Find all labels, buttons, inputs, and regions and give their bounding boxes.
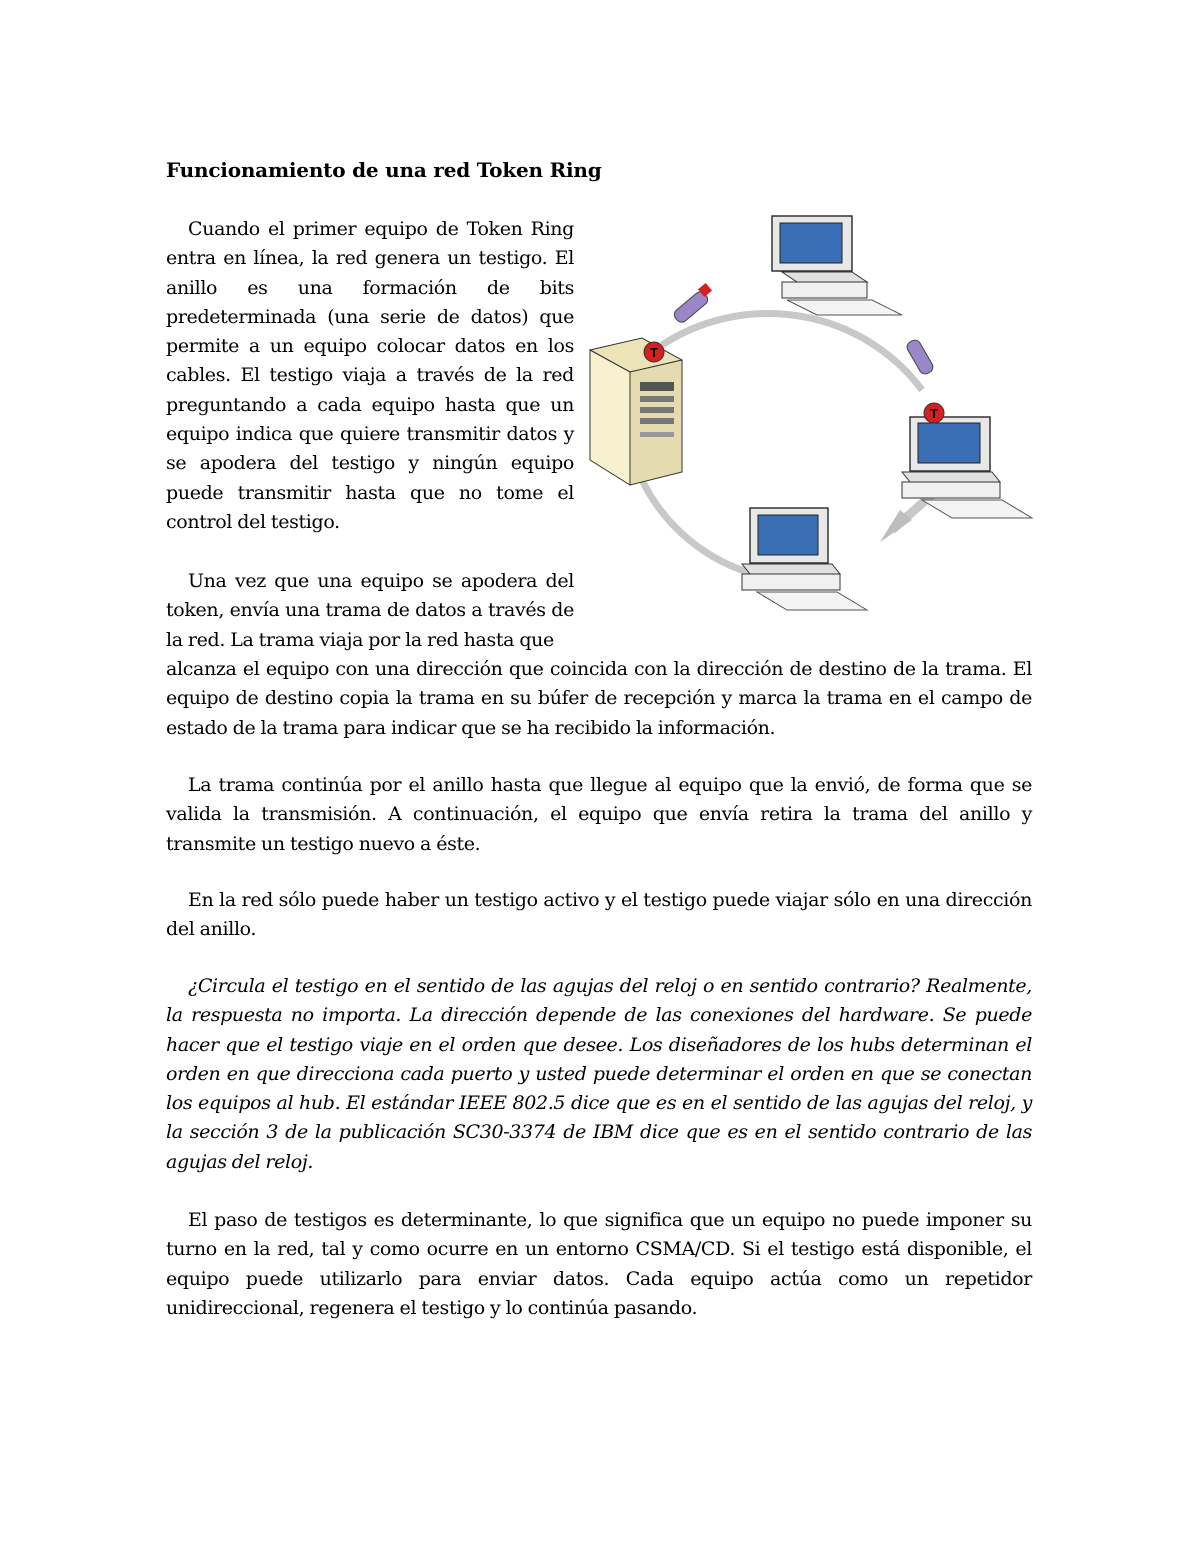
paragraph-deterministic: El paso de testigos es determinante, lo que significa que un equipo no puede imponer su turno en la red, tal y como ocurre en un entorno CSMA/CD. Si el testigo está disponible, el equipo puede utilizarlo para enviar datos. Cada equipo actúa como un repetidor unidireccional, regenera el testigo y lo continúa pasando. xyxy=(166,1209,1032,1319)
ring-cable xyxy=(662,313,922,390)
token-label: T xyxy=(650,345,658,360)
computer-workstation-icon xyxy=(742,508,867,610)
computer-workstation-icon xyxy=(772,216,902,315)
token-label: T xyxy=(930,406,938,421)
paragraph-frame-sending-start: Una vez que una equipo se apodera del token, envía una trama de datos a través de la red. La trama viaja por la red hasta que xyxy=(166,570,574,651)
token-icon xyxy=(924,403,944,423)
ring-cable xyxy=(642,480,757,575)
token-icon xyxy=(644,342,664,362)
paragraph-token-generation: Cuando el primer equipo de Token Ring entra en línea, la red genera un testigo. El anillo es una formación de bits predeterminada (una serie de datos) que permite a un equipo colocar datos en los cables. El testigo viaja a través de la red preguntando a cada equipo hasta que un equipo indica que quiere transmitir datos y se apodera del testigo y ningún equipo puede transmitir hasta que no tome el control del testigo. xyxy=(166,218,574,533)
paragraph-direction-note: ¿Circula el testigo en el sentido de las agujas del reloj o en sentido contrario? Realmente, la respuesta no importa. La dirección depende de las conexiones del hardware. Se puede hacer que el testigo viaje en el orden que desee. Los diseñadores de los hubs determinan el orden en que direcciona cada puerto y usted puede determinar el orden en que se conectan los equipos al hub. El estándar IEEE 802.5 dice que es en el sentido de las agujas del reloj, y la sección 3 de la publicación SC30-3374 de IBM dice que es en el sentido contrario de las agujas del reloj. xyxy=(166,975,1032,1173)
document-title: Funcionamiento de una red Token Ring xyxy=(166,158,602,182)
cable-connector-icon xyxy=(672,283,712,325)
server-tower-icon xyxy=(590,338,682,485)
paragraph-frame-return: La trama continúa por el anillo hasta que llegue al equipo que la envió, de forma que se valida la transmisión. A continuación, el equipo que envía retira la trama del anillo y transmite un testigo nuevo a éste. xyxy=(166,774,1032,855)
paragraph-frame-sending-continued: alcanza el equipo con una dirección que coincida con la dirección de destino de la trama. El equipo de destino copia la trama en su búfer de recepción y marca la trama en el campo de estado de la trama para indicar que se ha recibido la información. xyxy=(166,658,1032,739)
paragraph-single-token: En la red sólo puede haber un testigo activo y el testigo puede viajar sólo en una dirección del anillo. xyxy=(166,889,1032,941)
token-ring-diagram xyxy=(582,210,1037,620)
